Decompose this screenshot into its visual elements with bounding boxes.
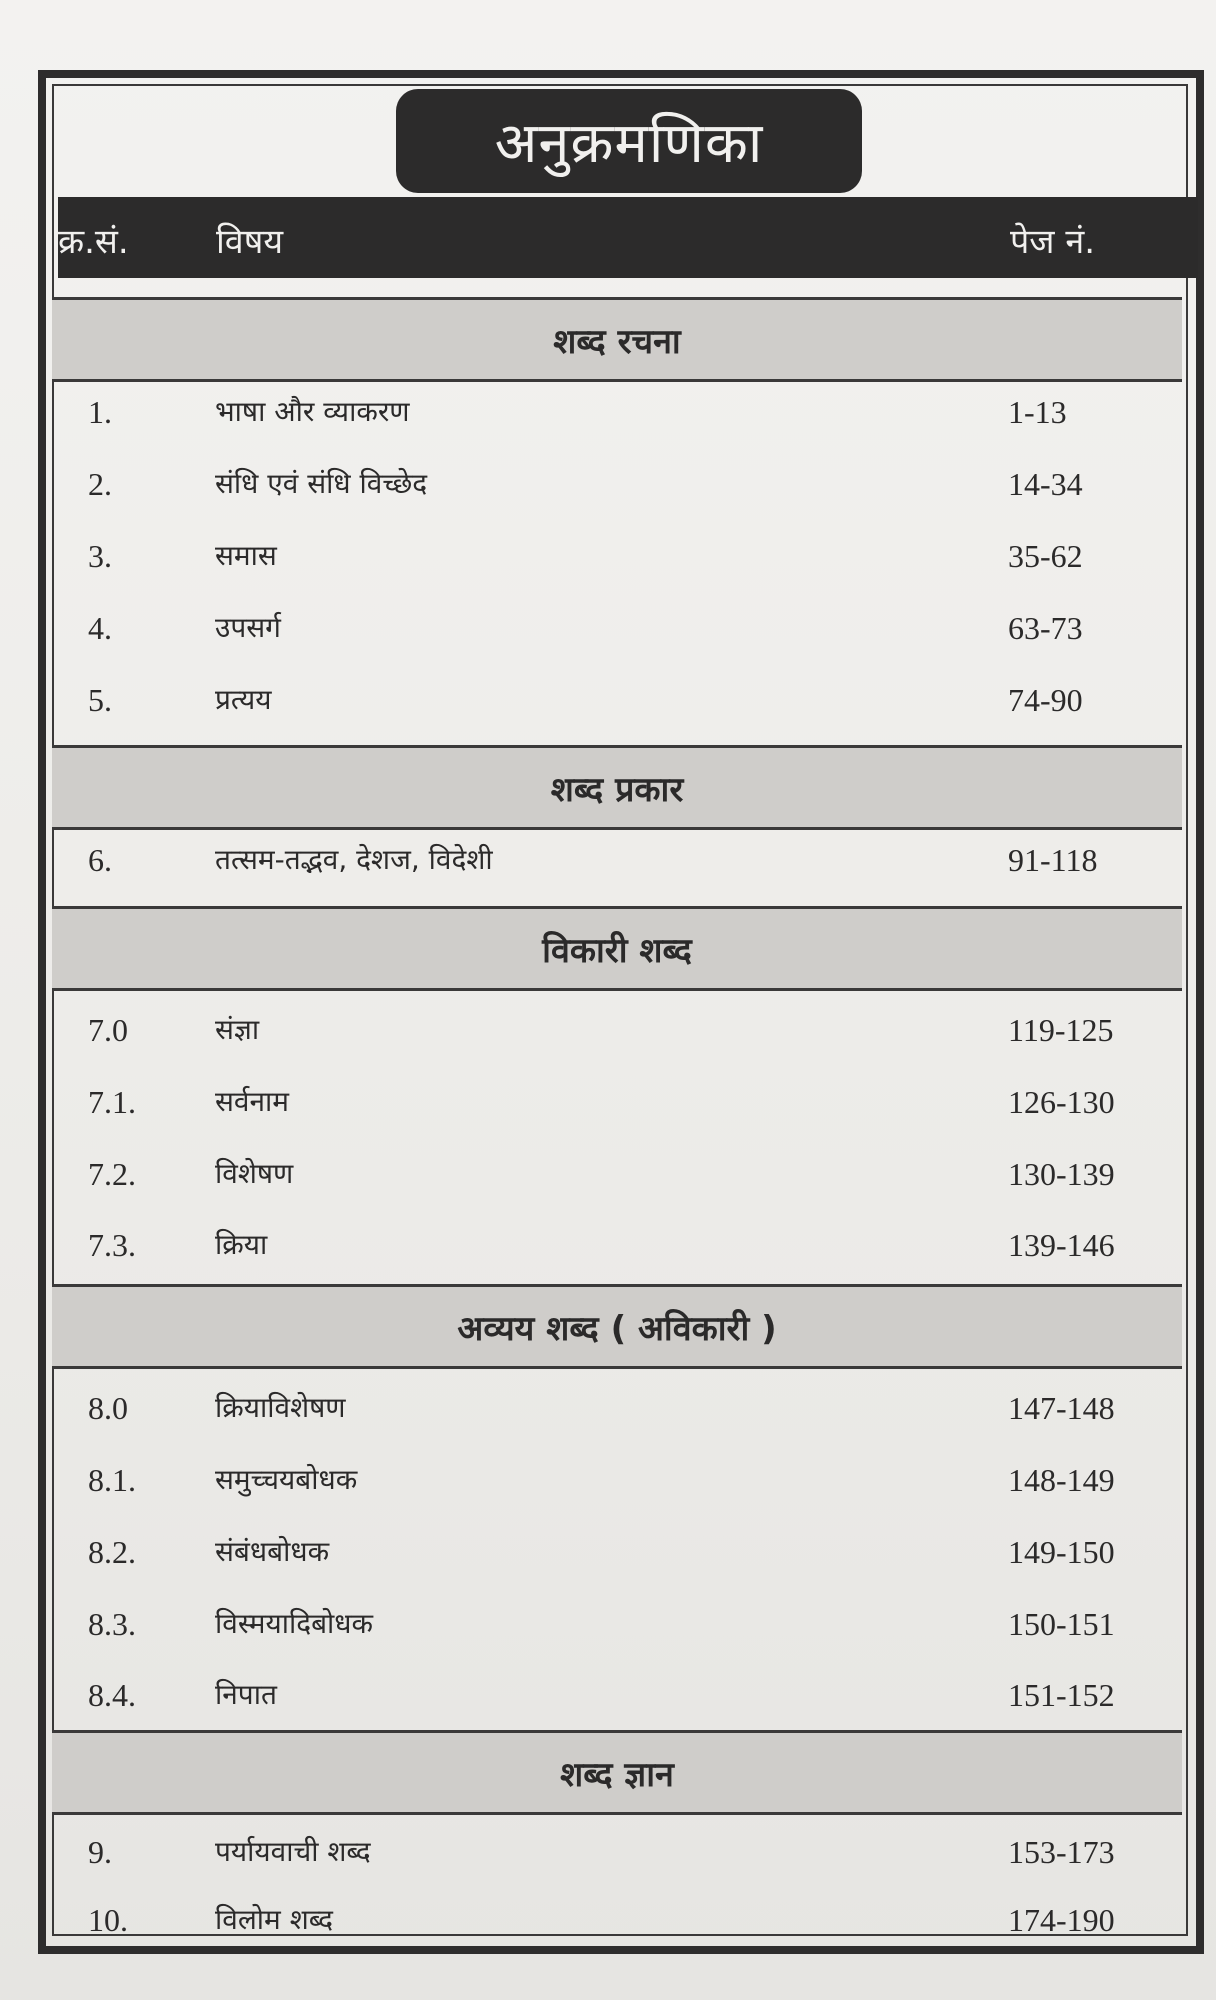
row-pages: 35-62 xyxy=(1008,538,1083,574)
section-heading: शब्द प्रकार xyxy=(52,745,1182,830)
row-pages: 174-190 xyxy=(1008,1902,1115,1938)
row-number: 1. xyxy=(88,394,112,430)
toc-row[interactable] xyxy=(52,384,1182,444)
toc-row[interactable] xyxy=(52,1217,1182,1277)
row-subject: विस्मयादिबोधक xyxy=(215,1607,374,1640)
table-header xyxy=(58,197,1198,278)
row-number: 8.4. xyxy=(88,1677,136,1713)
row-pages: 148-149 xyxy=(1008,1462,1115,1498)
header-serial-number: क्र.सं. xyxy=(58,222,129,262)
row-pages: 150-151 xyxy=(1008,1606,1115,1642)
row-pages: 149-150 xyxy=(1008,1534,1115,1570)
row-pages: 151-152 xyxy=(1008,1677,1115,1713)
row-pages: 74-90 xyxy=(1008,682,1083,718)
row-number: 9. xyxy=(88,1834,112,1870)
toc-row[interactable] xyxy=(52,672,1182,732)
row-pages: 153-173 xyxy=(1008,1834,1115,1870)
row-number: 8.2. xyxy=(88,1534,136,1570)
row-number: 6. xyxy=(88,842,112,878)
row-subject: पर्यायवाची शब्द xyxy=(215,1835,371,1868)
page-title-banner xyxy=(396,89,862,193)
toc-row[interactable] xyxy=(52,1596,1182,1656)
row-pages: 126-130 xyxy=(1008,1084,1115,1120)
row-subject: संज्ञा xyxy=(215,1013,260,1046)
row-subject: क्रिया xyxy=(215,1228,268,1261)
row-number: 8.0 xyxy=(88,1390,128,1426)
row-subject: भाषा और व्याकरण xyxy=(215,395,410,428)
row-pages: 14-34 xyxy=(1008,466,1083,502)
row-subject: समास xyxy=(215,539,277,572)
row-number: 5. xyxy=(88,682,112,718)
row-number: 3. xyxy=(88,538,112,574)
row-number: 8.1. xyxy=(88,1462,136,1498)
row-subject: उपसर्ग xyxy=(215,611,281,644)
toc-row[interactable] xyxy=(52,1380,1182,1440)
section-heading: विकारी शब्द xyxy=(52,906,1182,991)
row-pages: 91-118 xyxy=(1008,842,1098,878)
row-subject: संबंधबोधक xyxy=(215,1535,330,1568)
row-number: 7.1. xyxy=(88,1084,136,1120)
row-pages: 130-139 xyxy=(1008,1156,1115,1192)
row-subject: विशेषण xyxy=(215,1157,294,1190)
row-subject: विलोम शब्द xyxy=(215,1903,333,1936)
header-page-number: पेज नं. xyxy=(1010,222,1096,262)
page-title: अनुक्रमणिका xyxy=(494,111,764,176)
row-pages: 139-146 xyxy=(1008,1227,1115,1263)
row-number: 8.3. xyxy=(88,1606,136,1642)
row-number: 7.0 xyxy=(88,1012,128,1048)
row-number: 4. xyxy=(88,610,112,646)
row-subject: सर्वनाम xyxy=(215,1085,290,1118)
toc-row[interactable] xyxy=(52,1824,1182,1884)
row-subject: समुच्चयबोधक xyxy=(215,1463,358,1496)
section-heading: अव्यय शब्द ( अविकारी ) xyxy=(52,1284,1182,1369)
toc-row[interactable] xyxy=(52,1074,1182,1134)
section-heading: शब्द रचना xyxy=(52,297,1182,382)
toc-row[interactable] xyxy=(52,1452,1182,1512)
row-number: 10. xyxy=(88,1902,128,1938)
header-subject: विषय xyxy=(216,222,284,262)
toc-row[interactable] xyxy=(52,1667,1182,1727)
row-subject: प्रत्यय xyxy=(215,683,272,716)
row-pages: 63-73 xyxy=(1008,610,1083,646)
toc-row[interactable] xyxy=(52,1002,1182,1062)
toc-row[interactable] xyxy=(52,600,1182,660)
row-pages: 147-148 xyxy=(1008,1390,1115,1426)
row-number: 2. xyxy=(88,466,112,502)
row-subject: क्रियाविशेषण xyxy=(215,1391,346,1424)
toc-row[interactable] xyxy=(52,1146,1182,1206)
row-subject: संधि एवं संधि विच्छेद xyxy=(215,467,428,500)
row-number: 7.2. xyxy=(88,1156,136,1192)
row-subject: निपात xyxy=(215,1678,277,1711)
row-pages: 119-125 xyxy=(1008,1012,1114,1048)
toc-row[interactable] xyxy=(52,456,1182,516)
row-subject: तत्सम-तद्भव, देशज, विदेशी xyxy=(215,843,493,876)
row-number: 7.3. xyxy=(88,1227,136,1263)
section-heading: शब्द ज्ञान xyxy=(52,1730,1182,1815)
toc-row[interactable] xyxy=(52,832,1182,892)
row-pages: 1-13 xyxy=(1008,394,1067,430)
toc-row[interactable] xyxy=(52,1524,1182,1584)
toc-row[interactable] xyxy=(52,528,1182,588)
toc-row[interactable] xyxy=(52,1892,1182,1952)
